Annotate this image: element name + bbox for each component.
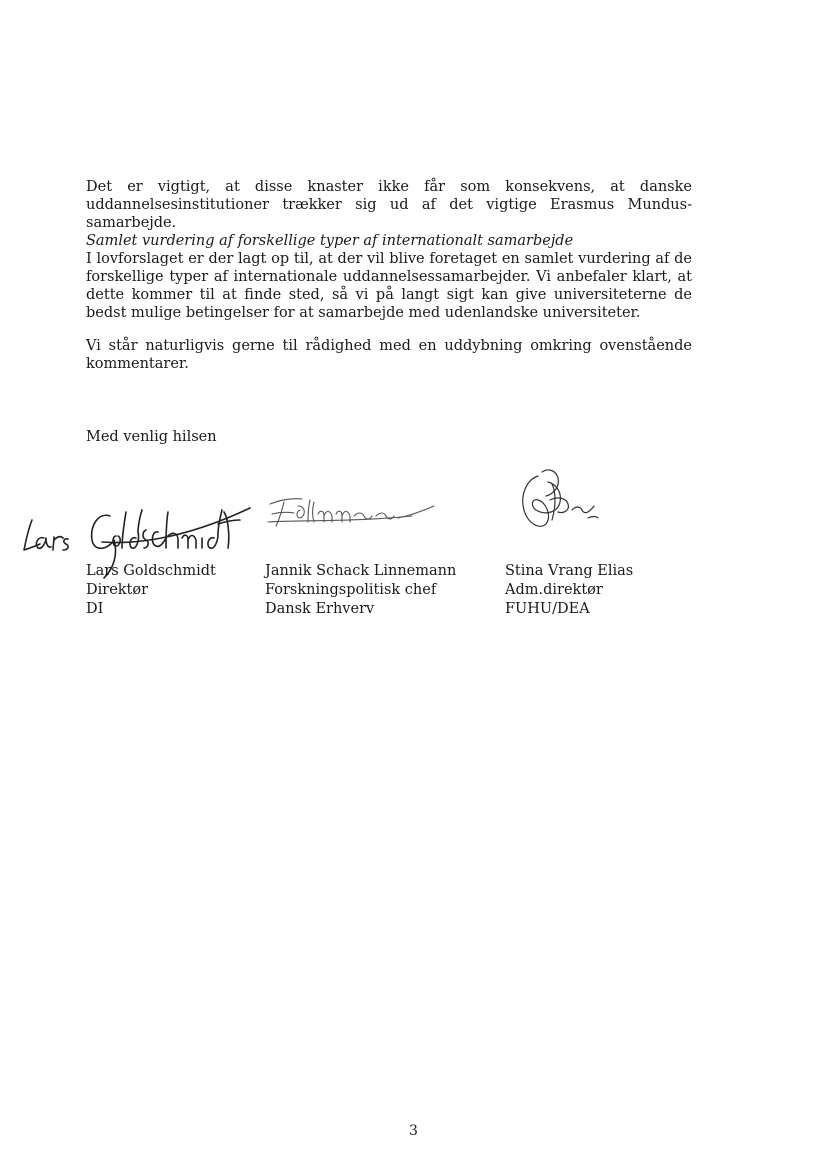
signatory-title: Adm.direktør: [505, 582, 603, 598]
signatory-organization: FUHU/DEA: [505, 601, 590, 617]
paragraph-erasmus: Det er vigtigt, at disse knaster ikke får som konsekvens, at danske uddannelsesinstitutioner trækker sig ud af det vigtige Erasmus Mundus-samarbejde.: [86, 179, 692, 231]
paragraph-availability: Vi står naturligvis gerne til rådighed med en uddybning omkring ovenstående kommentarer.: [86, 338, 692, 372]
signatory-organization: Dansk Erhverv: [265, 601, 375, 617]
section-overall-assessment: [86, 232, 692, 322]
signature-stina-image: [512, 466, 608, 538]
page-number: 3: [409, 1123, 418, 1139]
paragraph-assessment: I lovforslaget er der lagt op til, at der vil blive foretaget en samlet vurdering af de forskellige typer af internationale uddannelsessamarbejder. Vi anbefaler klart, at dette kommer til at finde sted, så vi på langt sigt kan give universiteterne de bedst mulige betingelser for at samarbejde med udenlandske universiteter.: [86, 251, 692, 321]
signatory-title: Forskningspolitisk chef: [265, 582, 437, 598]
signatory-organization: DI: [86, 601, 104, 617]
signatory-stina: [505, 562, 633, 619]
signature-jannik-image: [262, 492, 442, 534]
signatory-name: Jannik Schack Linnemann: [265, 563, 457, 579]
signatory-name: Lars Goldschmidt: [86, 563, 216, 579]
closing-greeting: Med venlig hilsen: [86, 429, 217, 445]
signatory-lars: [86, 562, 216, 619]
signatory-jannik: [265, 562, 456, 619]
section-heading: Samlet vurdering af forskellige typer af internationalt samarbejde: [86, 233, 574, 249]
signatory-name: Stina Vrang Elias: [505, 563, 634, 579]
signatory-title: Direktør: [86, 582, 149, 598]
